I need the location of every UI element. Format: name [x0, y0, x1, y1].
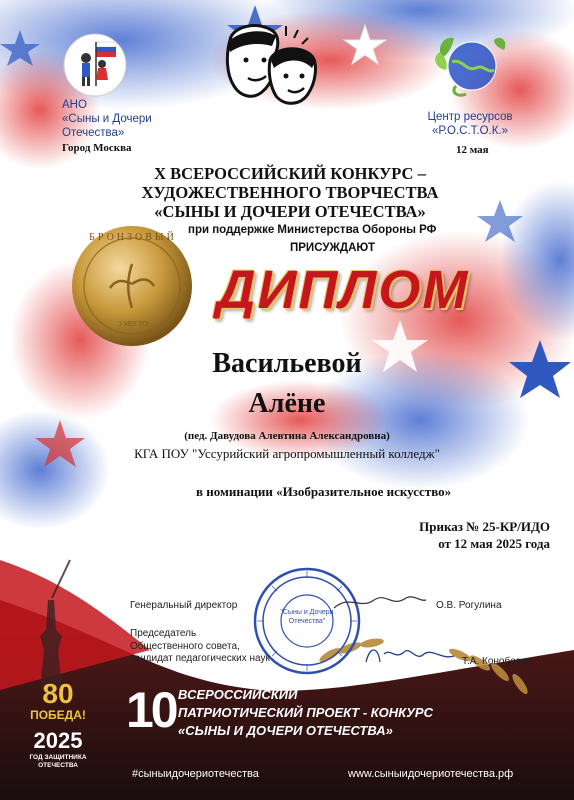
support-text: при поддержке Министерства Обороны РФ	[188, 224, 437, 236]
org-right-date: 12 мая	[456, 144, 489, 156]
chair-line2: Общественного совета,	[130, 640, 240, 652]
badge-caption1: ГОД ЗАЩИТНИКА	[29, 754, 87, 761]
project-line1: ВСЕРОССИЙСКИЙ	[178, 687, 298, 702]
contest-title-line3: «СЫНЫ И ДОЧЕРИ ОТЕЧЕСТВА»	[154, 202, 426, 221]
org-right-line1: Центр ресурсов	[427, 111, 513, 123]
chair-title	[130, 628, 270, 666]
org-left-line2: «Сыны и Дочери	[62, 113, 152, 125]
org-right-text	[402, 110, 538, 138]
order-date: от 12 мая 2025 года	[438, 536, 550, 551]
contest-title	[100, 164, 480, 221]
nomination-text: в номинации «Изобразительное искусство»	[196, 484, 452, 499]
director-title: Генеральный директор	[130, 600, 238, 611]
teacher-text: (пед. Давудова Алевтина Александровна)	[184, 430, 390, 442]
medal-top-text: БРОНЗОВЫЙ	[89, 232, 177, 243]
hashtag-text: #сыныидочериотечества	[132, 768, 259, 780]
org-left-city: Город Москва	[62, 142, 132, 154]
badge-victory: ПОБЕДА!	[30, 708, 86, 722]
diploma-title: ДИПЛОМ	[216, 260, 470, 320]
order-block	[360, 518, 550, 552]
contest-title-line2: ХУДОЖЕСТВЕННОГО ТВОРЧЕСТВА	[141, 183, 439, 202]
signature-icon	[360, 640, 460, 670]
org-right-line2: «Р.О.С.Т.О.К.»	[431, 125, 509, 137]
badge-80: 80	[42, 678, 74, 709]
org-left-line1: АНО	[62, 99, 87, 111]
chair-name: Т.А. Конобеева	[462, 656, 532, 667]
org-left-line3: Отечества»	[62, 127, 125, 139]
institution-text: КГА ПОУ "Уссурийский агропромышленный колледж"	[134, 446, 440, 461]
project-line2: ПАТРИОТИЧЕСКИЙ ПРОЕКТ - КОНКУРС	[178, 705, 433, 720]
ano-logo	[62, 32, 128, 98]
medal-bottom-text: 3 МЕСТО	[118, 320, 148, 328]
recipient-name: Алёне	[248, 388, 326, 419]
award-text: ПРИСУЖДАЮТ	[290, 242, 375, 254]
project-line3: «СЫНЫ И ДОЧЕРИ ОТЕЧЕСТВА»	[178, 723, 393, 738]
chair-line3: кандидат педагогических наук	[130, 653, 270, 664]
signature-icon	[330, 590, 430, 614]
globe-sprout-icon	[432, 28, 508, 100]
director-signature	[330, 590, 430, 614]
badge-caption2: ОТЕЧЕСТВА	[38, 762, 78, 769]
project-title	[178, 686, 478, 740]
rostok-logo	[432, 28, 508, 100]
badge-year: 2025	[33, 728, 83, 753]
stamp-text: "Сыны и Дочери Отечества"	[280, 609, 334, 625]
victory-badge	[18, 680, 98, 770]
faces-logo	[212, 20, 332, 130]
contest-title-line1: X ВСЕРОССИЙСКИЙ КОНКУРС –	[154, 164, 426, 183]
recipient-surname: Васильевой	[212, 348, 362, 379]
children-flag-icon	[62, 32, 128, 98]
boy-girl-faces-icon	[212, 20, 332, 130]
chair-signature	[360, 640, 460, 670]
director-name: О.В. Рогулина	[436, 600, 502, 611]
chair-line1: Председатель	[130, 628, 197, 639]
project-number: 10	[126, 682, 176, 738]
website-text: www.сыныидочериотечества.рф	[348, 768, 514, 780]
order-number: Приказ № 25-КР/ИДО	[419, 519, 550, 534]
org-left-text	[62, 98, 192, 140]
